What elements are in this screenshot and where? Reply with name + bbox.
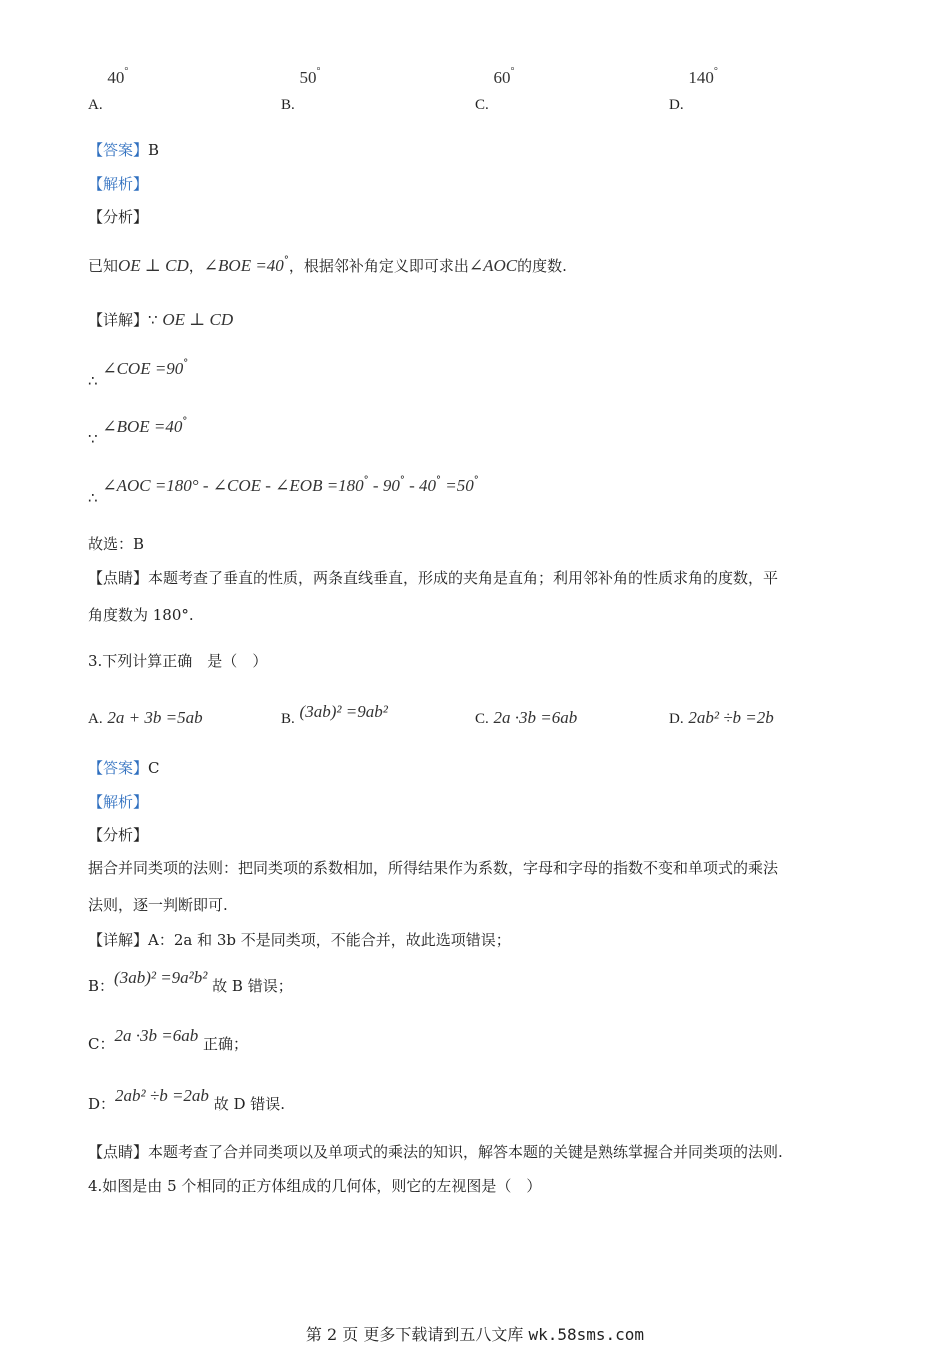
- q3-option-a: A. 2a + 3b =5ab: [88, 708, 203, 727]
- q3-detail-b: B：(3ab)² =9a²b² 故 B 错误；: [88, 968, 293, 995]
- q2-option-c: C. 60°: [475, 66, 515, 113]
- q2-option-a: A. 40°: [88, 66, 129, 113]
- answer-tag: 【答案】: [88, 759, 149, 777]
- q3-option-c: C. 2a ·3b =6ab: [475, 708, 578, 727]
- answer-tag: 【答案】: [88, 141, 149, 159]
- page-footer: 第 2 页 更多下载请到五八文库 wk.58sms.com: [305, 1325, 645, 1344]
- q3-answer: 【答案】C: [88, 759, 160, 777]
- because-symbol: ∵: [148, 311, 158, 329]
- q2-choice: 故选：B: [88, 535, 145, 553]
- q3-detail-d: D：2ab² ÷b =2ab 故 D 错误.: [88, 1086, 286, 1113]
- q3-point: 【点睛】本题考查了合并同类项以及单项式的乘法的知识，解答本题的关键是熟练掌握合并同类项的法则.: [88, 1143, 783, 1161]
- q4-stem: 4.如图是由 5 个相同的正方体组成的几何体，则它的左视图是（ ）: [88, 1177, 542, 1195]
- q2-point-line2: 角度数为 180°.: [88, 606, 194, 624]
- q3-stem: 3.下列计算正确 是（ ）: [88, 652, 268, 670]
- because-symbol: ∵: [88, 430, 98, 448]
- q3-analysis-tag: 【解析】: [88, 793, 149, 811]
- q2-step3: ∴ ∠AOC =180° - ∠COE - ∠EOB =180° - 90° - 40° =50°: [88, 475, 479, 507]
- q3-fenxi-line1: 据合并同类项的法则：把同类项的系数相加，所得结果作为系数，字母和字母的指数不变和单项式的乘法: [88, 859, 779, 877]
- therefore-symbol: ∴: [88, 372, 98, 390]
- q2-point-line1: 【点睛】本题考查了垂直的性质，两条直线垂直，形成的夹角是直角；利用邻补角的性质求角的度数，平: [88, 569, 779, 587]
- q2-option-d: D. 140°: [669, 66, 718, 113]
- therefore-symbol: ∴: [88, 489, 98, 507]
- q2-detail: 【详解】∵ OE ⊥ CD: [88, 310, 234, 329]
- q3-option-b: B. (3ab)² =9ab²: [281, 702, 388, 727]
- q2-option-b: B. 50°: [281, 66, 321, 113]
- q3-option-d: D. 2ab² ÷b =2b: [669, 708, 774, 727]
- q2-answer: 【答案】B: [88, 141, 160, 159]
- q3-fenxi-tag: 【分析】: [88, 826, 149, 844]
- q3-detail-c: C：2a ·3b =6ab 正确；: [88, 1026, 249, 1053]
- q2-step2: ∵ ∠BOE =40°: [88, 416, 188, 448]
- q3-detail-a: 【详解】A：2a 和 3b 不是同类项，不能合并，故此选项错误；: [88, 931, 511, 949]
- q2-analysis-tag: 【解析】: [88, 175, 149, 193]
- q2-fenxi-tag: 【分析】: [88, 208, 149, 226]
- q2-step1: ∴ ∠COE =90°: [88, 358, 189, 390]
- site-link[interactable]: wk.58sms.com: [528, 1325, 645, 1344]
- q3-fenxi-line2: 法则，逐一判断即可.: [88, 896, 228, 914]
- q2-fenxi-text: 已知OE ⊥ CD，∠BOE =40°，根据邻补角定义即可求出∠AOC的度数.: [88, 255, 567, 275]
